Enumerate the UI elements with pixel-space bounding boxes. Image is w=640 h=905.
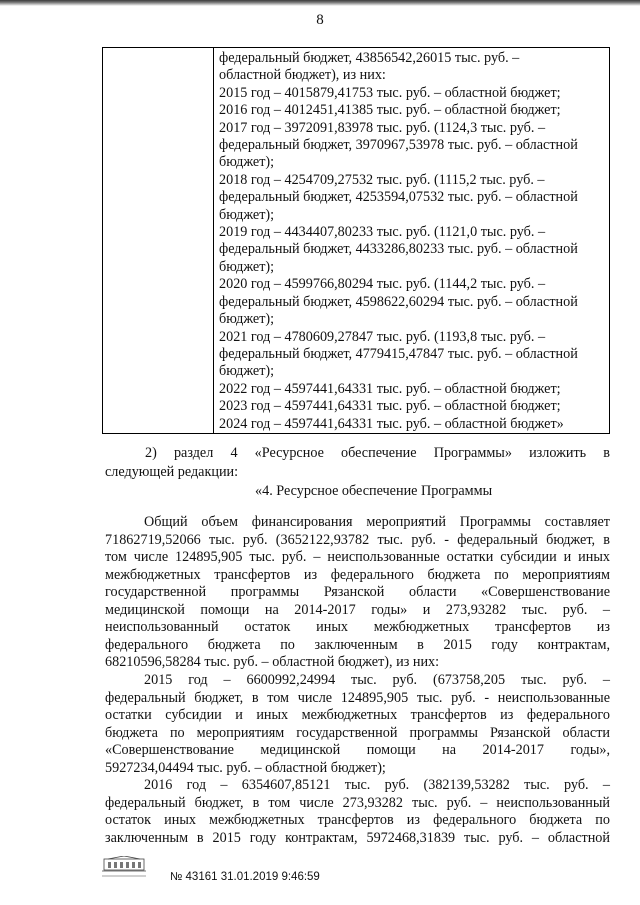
table-line: бюджет); [219,206,275,223]
registration-stamp: № 43161 31.01.2019 9:46:59 [170,871,320,883]
paragraph-line: Общий объем финансирования мероприятий Программы составляет [144,514,610,530]
table-line: областной бюджет), из них: [219,67,386,84]
table-line: федеральный бюджет, 4433286,80233 тыс. руб. – областной [219,241,578,258]
paragraph-line: «Совершенствование медицинской помощи на 2014-2017 годы», [105,742,610,758]
table-line: бюджет); [219,311,275,328]
paragraph-line: бюджета по мероприятиям государственной программы Рязанской области [105,724,610,741]
table-cell-funding [219,50,607,433]
table-line: 2016 год – 4012451,41385 тыс. руб. – областной бюджет; [219,102,561,119]
table-line: 2019 год – 4434407,80233 тыс. руб. (1121,0 тыс. руб. – [219,224,546,241]
table-line: 2017 год – 3972091,83978 тыс. руб. (1124,3 тыс. руб. – [219,119,546,136]
section-heading: «4. Ресурсное обеспечение Программы [255,483,493,499]
paragraph-line: заключенным в 2015 году контрактам, 5972468,31839 тыс. руб. – областной [105,829,610,846]
paragraph-line: 5927234,04494 тыс. руб. – областной бюджет); [105,759,386,776]
paragraph-line: федеральный бюджет, в том числе 124895,905 тыс. руб. - неиспользованные [105,689,610,706]
table-line: федеральный бюджет, 3970967,53978 тыс. руб. – областной [219,137,578,154]
paragraph-line: 68210596,58284 тыс. руб. – областной бюджет), из них: [105,654,440,670]
table-line: бюджет); [219,154,275,171]
government-logo-icon [100,856,160,882]
paragraph-line: медицинской помощи на 2014-2017 годы» и 273,93282 тыс. руб. – [105,601,610,618]
table-line: 2018 год – 4254709,27532 тыс. руб. (1115,2 тыс. руб. – [219,171,545,188]
amendment-block [105,444,610,501]
paragraph-line: 71862719,52066 тыс. руб. (3652122,93782 тыс. руб. - федеральный бюджет, в [105,531,610,548]
amendment-line: 2) раздел 4 «Ресурсное обеспечение Программы» изложить в [145,445,610,461]
table-line: федеральный бюджет, 4253594,07532 тыс. руб. – областной [219,189,578,206]
table-line: бюджет); [219,258,275,275]
paragraph-line: неиспользованный остаток иных межбюджетных трансфертов из [105,619,610,635]
table-line: 2023 год – 4597441,64331 тыс. руб. – областной бюджет; [219,398,561,415]
paragraph-total-funding [105,514,610,672]
paragraph-line: федеральный бюджет, в том числе 273,93282 тыс. руб. – неиспользованный [105,794,610,811]
paragraph-line: остатки субсидии и иных межбюджетных трансфертов из федерального [105,707,610,723]
paragraph-2016 [105,777,610,847]
paragraph-line: 2016 год – 6354607,85121 тыс. руб. (382139,53282 тыс. руб. – [144,777,610,793]
scan-edge [0,0,640,6]
paragraph-line: федерального бюджета по заключенным в 2015 году контрактам, [105,636,610,653]
paragraph-line: государственной программы Рязанской области «Совершенствование [105,584,610,600]
table-line: 2021 год – 4780609,27847 тыс. руб. (1193,8 тыс. руб. – [219,328,546,345]
table-line: бюджет); [219,363,275,380]
table-line: 2015 год – 4015879,41753 тыс. руб. – областной бюджет; [219,84,561,101]
table-line: федеральный бюджет, 4598622,60294 тыс. руб. – областной [219,293,578,310]
table-line: 2024 год – 4597441,64331 тыс. руб. – областной бюджет» [219,415,564,432]
paragraph-line: межбюджетных трансфертов из федерального бюджета по мероприятиям [105,566,610,583]
paragraph-line: остаток иных межбюджетных трансфертов из федерального бюджета по [105,812,610,828]
amendment-line: следующей редакции: [105,464,239,480]
table-line: 2022 год – 4597441,64331 тыс. руб. – областной бюджет; [219,380,561,397]
table-column-divider [213,48,214,433]
table-line: 2020 год – 4599766,80294 тыс. руб. (1144,2 тыс. руб. – [219,276,546,293]
resource-table [102,47,610,434]
paragraph-line: 2015 год – 6600992,24994 тыс. руб. (673758,205 тыс. руб. – [144,672,610,688]
table-line: федеральный бюджет, 43856542,26015 тыс. руб. – [219,50,520,66]
page-number: 8 [316,12,324,28]
paragraph-line: том числе 124895,905 тыс. руб. – неиспользованные остатки субсидии и иных [105,549,610,565]
table-line: федеральный бюджет, 4779415,47847 тыс. руб. – областной [219,345,578,362]
paragraph-2015 [105,672,610,777]
